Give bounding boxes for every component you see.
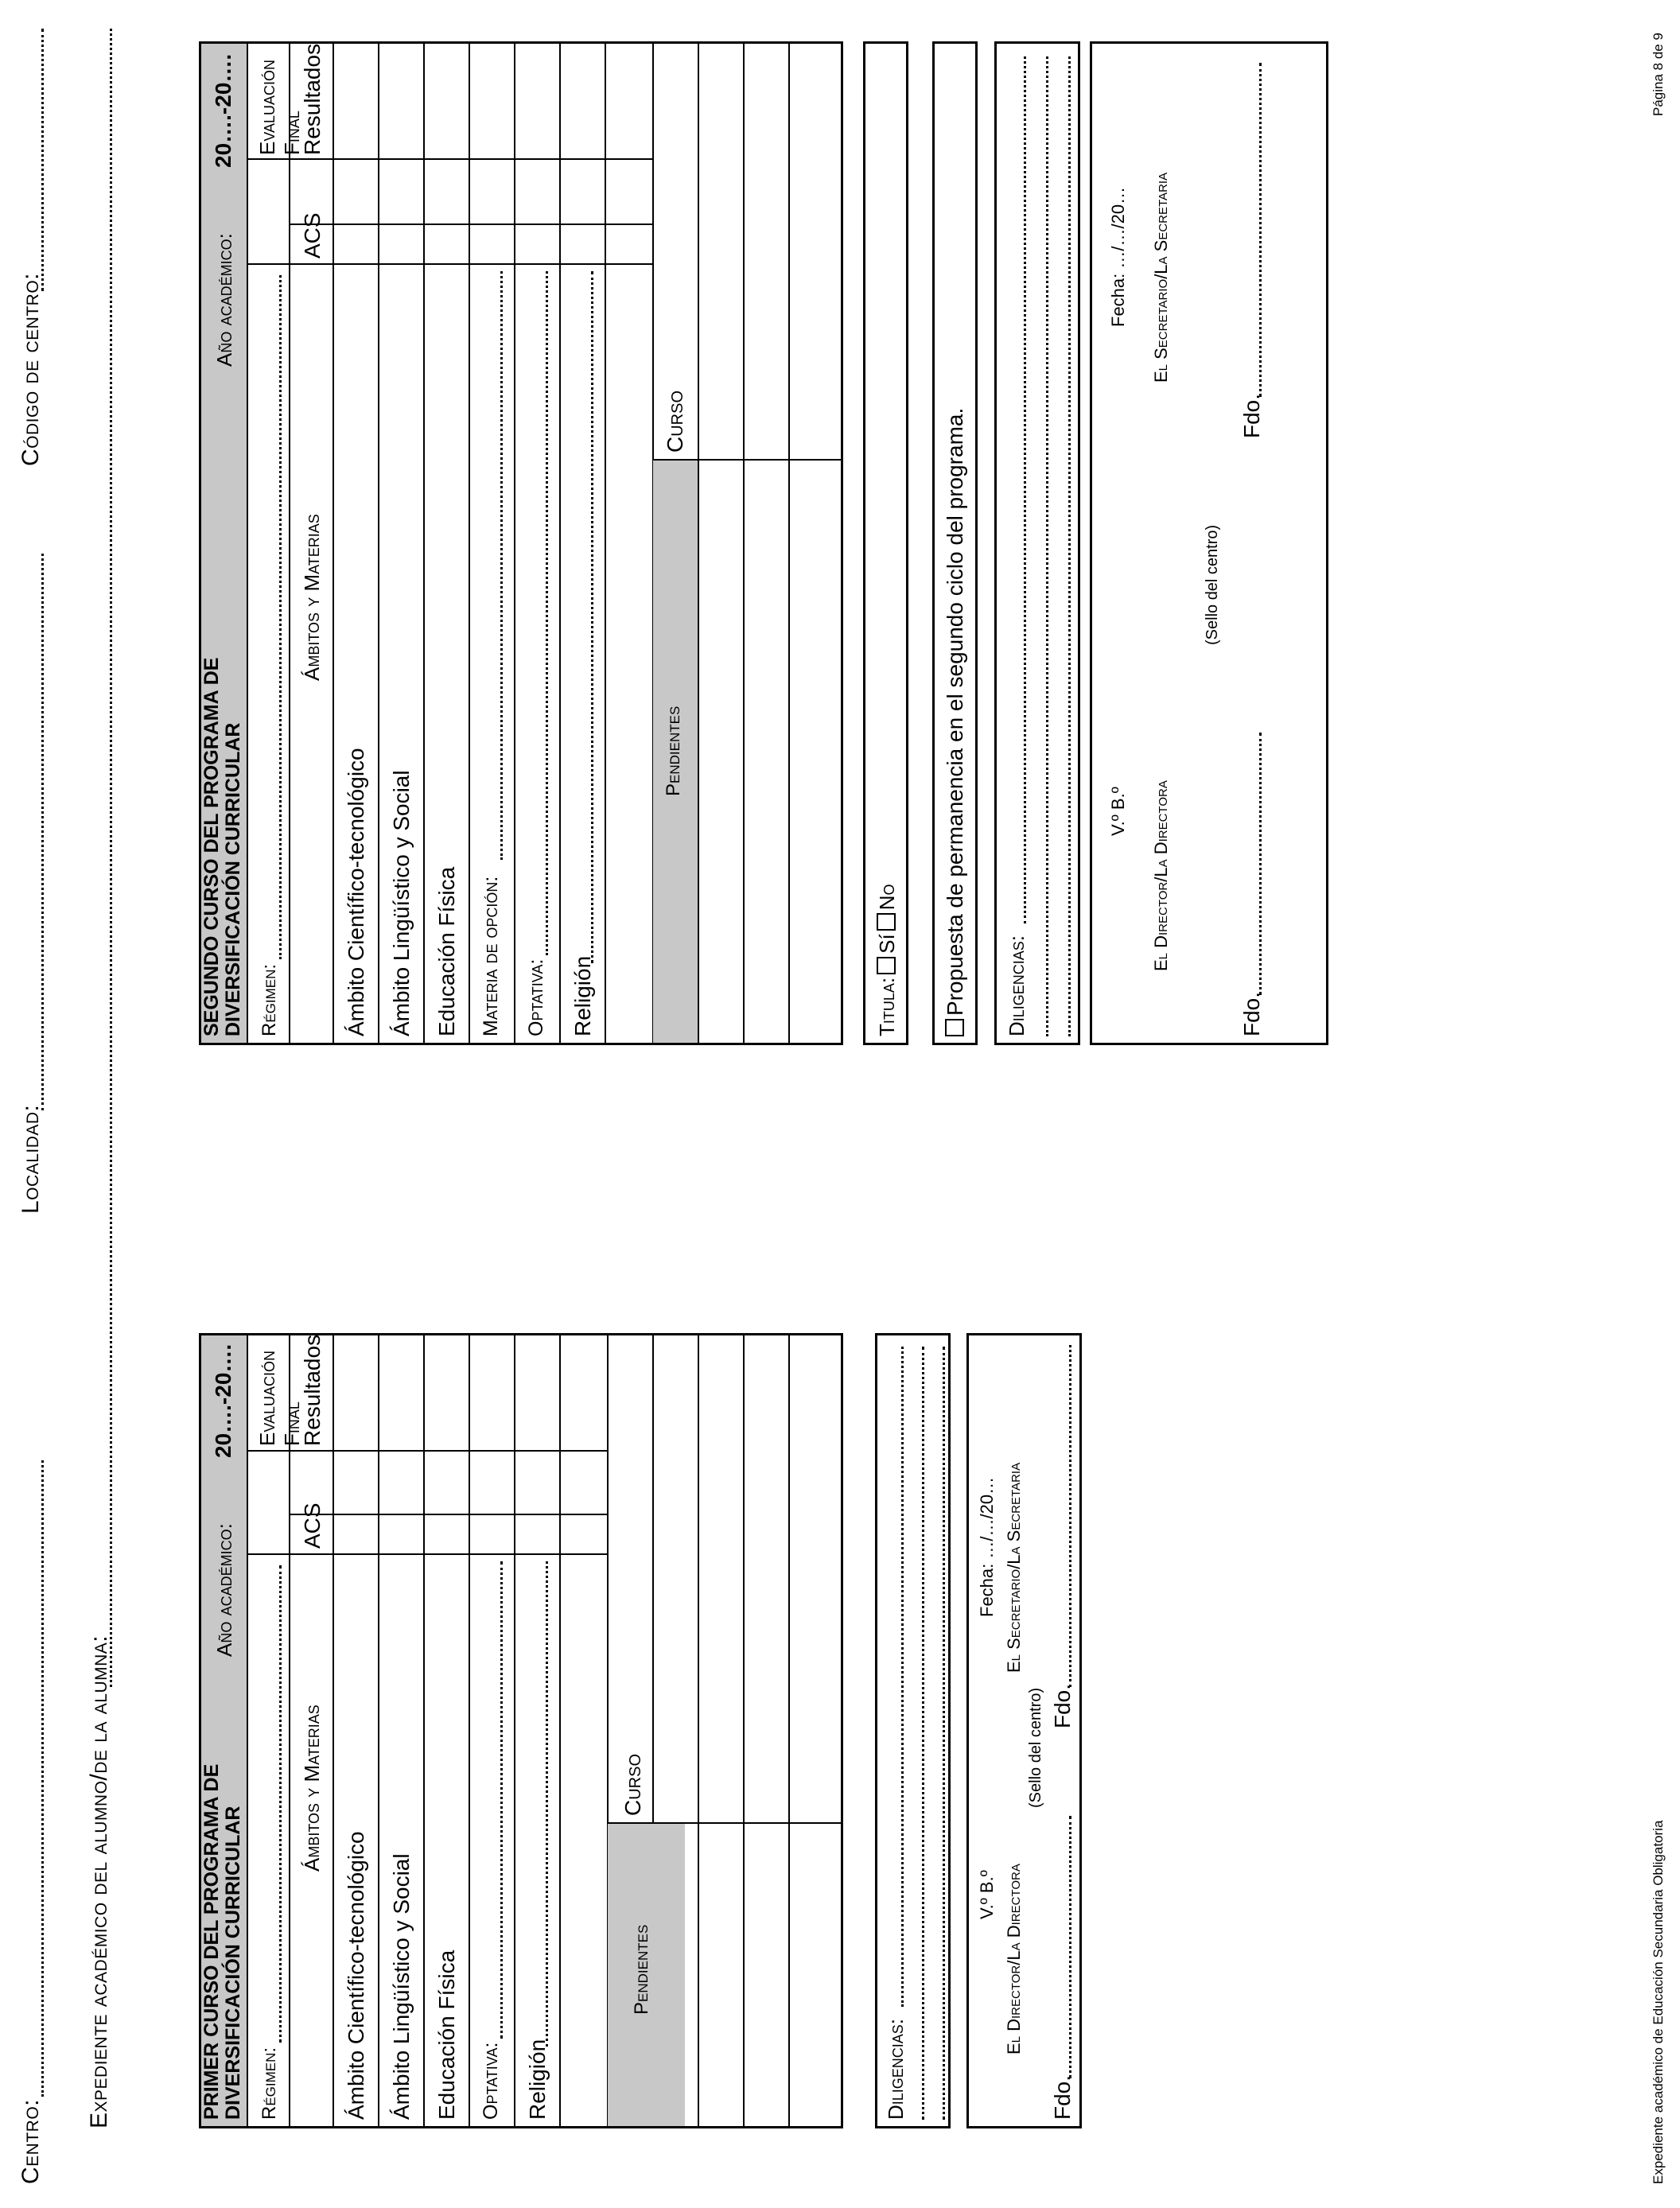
- panel1-signature-box: [966, 1333, 1082, 2128]
- panel1-anio-label: Año académico:: [212, 1523, 236, 1657]
- panel2-fdo-director-field[interactable]: [1259, 733, 1262, 995]
- footer-left: Expediente académico de Educación Secundaria Obligatoria: [1651, 1820, 1666, 2184]
- panel2-vb-label: V.º B.º: [1108, 787, 1128, 836]
- panel1-optativa-field[interactable]: [500, 1561, 503, 2039]
- panel1-evaluacion-final: Evaluación Final: [255, 1350, 304, 1446]
- panel2-diligencias-line-1[interactable]: [1024, 56, 1026, 923]
- panel2-diligencias-box: [994, 41, 1080, 1045]
- panel2-fecha-label: Fecha: …/…/20…: [1108, 186, 1128, 327]
- panel2-propuesta-row: [943, 408, 968, 1036]
- panel2-fdo-secretario-label: Fdo.: [1239, 393, 1264, 438]
- panel2-evaluacion-final: Evaluación Final: [255, 59, 304, 155]
- panel1-fdo-director-field[interactable]: [1069, 1816, 1071, 2078]
- panel2-titula-label: Titula:: [875, 977, 899, 1036]
- panel2-regimen-label: Régimen:: [259, 963, 280, 1036]
- panel2-row-cientifico: Ámbito Científico-tecnológico: [344, 748, 368, 1036]
- panel2-propuesta-box: [932, 41, 978, 1045]
- panel1-title: PRIMER CURSO DEL PROGRAMA DE DIVERSIFICACIÓN CURRICULAR: [200, 1763, 244, 2120]
- panel2-diligencias-line-2[interactable]: [1046, 56, 1048, 1036]
- panel2-no-label: No: [875, 884, 899, 911]
- panel2-regimen-field[interactable]: [279, 275, 282, 959]
- panel1-table: [199, 1333, 843, 2128]
- panel2-titula-box: [863, 41, 908, 1045]
- panel1-vb-label: V.º B.º: [977, 1870, 997, 1919]
- panel2-sello-label: (Sello del centro): [1204, 524, 1221, 645]
- panel2-propuesta-label: Propuesta de permanencia en el segundo ciclo del programa.: [943, 407, 967, 1016]
- panel2-director-label: El Director/La Directora: [1151, 780, 1171, 971]
- panel2-no-checkbox[interactable]: [877, 913, 896, 931]
- panel1-pendientes-label: Pendientes: [631, 1924, 652, 2015]
- centro-field[interactable]: [41, 1460, 44, 2097]
- panel2-row-optativa: Optativa:: [525, 958, 547, 1036]
- panel2-pendientes-label: Pendientes: [663, 706, 684, 796]
- panel2-signature-box: [1090, 41, 1328, 1045]
- panel1-sello-label: (Sello del centro): [1027, 1687, 1044, 1808]
- codigo-field[interactable]: [41, 29, 44, 291]
- panel1-diligencias-line-1[interactable]: [901, 1347, 904, 2007]
- panel2-curso-label: Curso: [663, 390, 687, 453]
- panel1-regimen-field[interactable]: [279, 1565, 282, 2043]
- panel2-religion-field[interactable]: [591, 271, 593, 963]
- localidad-field[interactable]: [41, 554, 44, 1110]
- panel1-acs-header: ACS: [300, 1502, 325, 1549]
- panel2-acs-header: ACS: [300, 212, 325, 259]
- panel2-diligencias-label: Diligencias:: [1005, 935, 1029, 1036]
- panel2-table: [199, 41, 843, 1045]
- panel1-row-religion: Religión: [525, 2039, 550, 2120]
- panel1-fecha-label: Fecha: …/…/20…: [977, 1476, 997, 1617]
- panel2-title: SEGUNDO CURSO DEL PROGRAMA DE DIVERSIFICACIÓN CURRICULAR: [200, 657, 244, 1036]
- panel2-anio-value: 20….-20….: [211, 53, 235, 168]
- panel1-diligencias-label: Diligencias:: [884, 2018, 908, 2120]
- panel1-anio-value: 20….-20….: [211, 1343, 235, 1458]
- panel1-row-educacion-fisica: Educación Física: [434, 1949, 459, 2120]
- panel2-fdo-secretario-field[interactable]: [1259, 63, 1262, 397]
- panel2-materia-opcion-field[interactable]: [500, 271, 503, 860]
- panel2-diligencias-line-3[interactable]: [1068, 56, 1071, 1036]
- panel2-ambitos-header: Ámbitos y Materias: [300, 514, 324, 681]
- panel2-resultados-header: Resultados: [300, 43, 325, 155]
- centro-label: Centro:: [18, 2099, 44, 2184]
- codigo-label: Código de centro:: [18, 272, 44, 466]
- panel1-fdo-secretario-label: Fdo.: [1050, 1683, 1075, 1728]
- panel1-religion-field[interactable]: [546, 1561, 548, 2047]
- panel2-secretario-label: El Secretario/La Secretaria: [1151, 172, 1171, 383]
- panel1-fdo-secretario-field[interactable]: [1069, 1345, 1071, 1687]
- panel2-row-educacion-fisica: Educación Física: [434, 866, 459, 1036]
- panel1-row-cientifico: Ámbito Científico-tecnológico: [344, 1831, 368, 2120]
- panel2-propuesta-checkbox[interactable]: [945, 1019, 964, 1036]
- panel1-resultados-header: Resultados: [300, 1334, 325, 1446]
- panel1-diligencias-line-3[interactable]: [943, 1347, 945, 2120]
- panel2-row-materia-opcion: Materia de opción:: [480, 876, 502, 1036]
- panel1-diligencias-box: [875, 1333, 951, 2128]
- panel2-row-linguistico: Ámbito Lingüístico y Social: [389, 770, 414, 1036]
- localidad-label: Localidad:: [18, 1104, 44, 1214]
- expediente-field[interactable]: [110, 29, 112, 1687]
- panel1-curso-label: Curso: [620, 1753, 645, 1816]
- expediente-label: Expediente académico del alumno/de la alumna:: [86, 1635, 112, 2128]
- panel2-fdo-director-label: Fdo.: [1239, 991, 1264, 1036]
- panel1-secretario-label: El Secretario/La Secretaria: [1004, 1462, 1024, 1673]
- panel1-row-linguistico: Ámbito Lingüístico y Social: [389, 1853, 414, 2120]
- panel2-si-label: Sí: [875, 934, 899, 954]
- panel1-regimen-label: Régimen:: [259, 2047, 280, 2120]
- panel2-anio-label: Año académico:: [212, 233, 236, 367]
- panel1-fdo-director-label: Fdo.: [1050, 2074, 1075, 2120]
- panel2-si-checkbox[interactable]: [877, 957, 896, 974]
- panel1-diligencias-line-2[interactable]: [922, 1347, 924, 2120]
- panel1-row-optativa: Optativa:: [480, 2042, 502, 2120]
- panel1-ambitos-header: Ámbitos y Materias: [300, 1705, 324, 1872]
- panel1-director-label: El Director/La Directora: [1004, 1864, 1024, 2054]
- panel2-titula-row: [875, 884, 900, 1036]
- panel2-row-religion: Religión: [570, 955, 595, 1036]
- panel2-optativa-field[interactable]: [546, 271, 548, 955]
- footer-page-number: Página 8 de 9: [1651, 33, 1666, 116]
